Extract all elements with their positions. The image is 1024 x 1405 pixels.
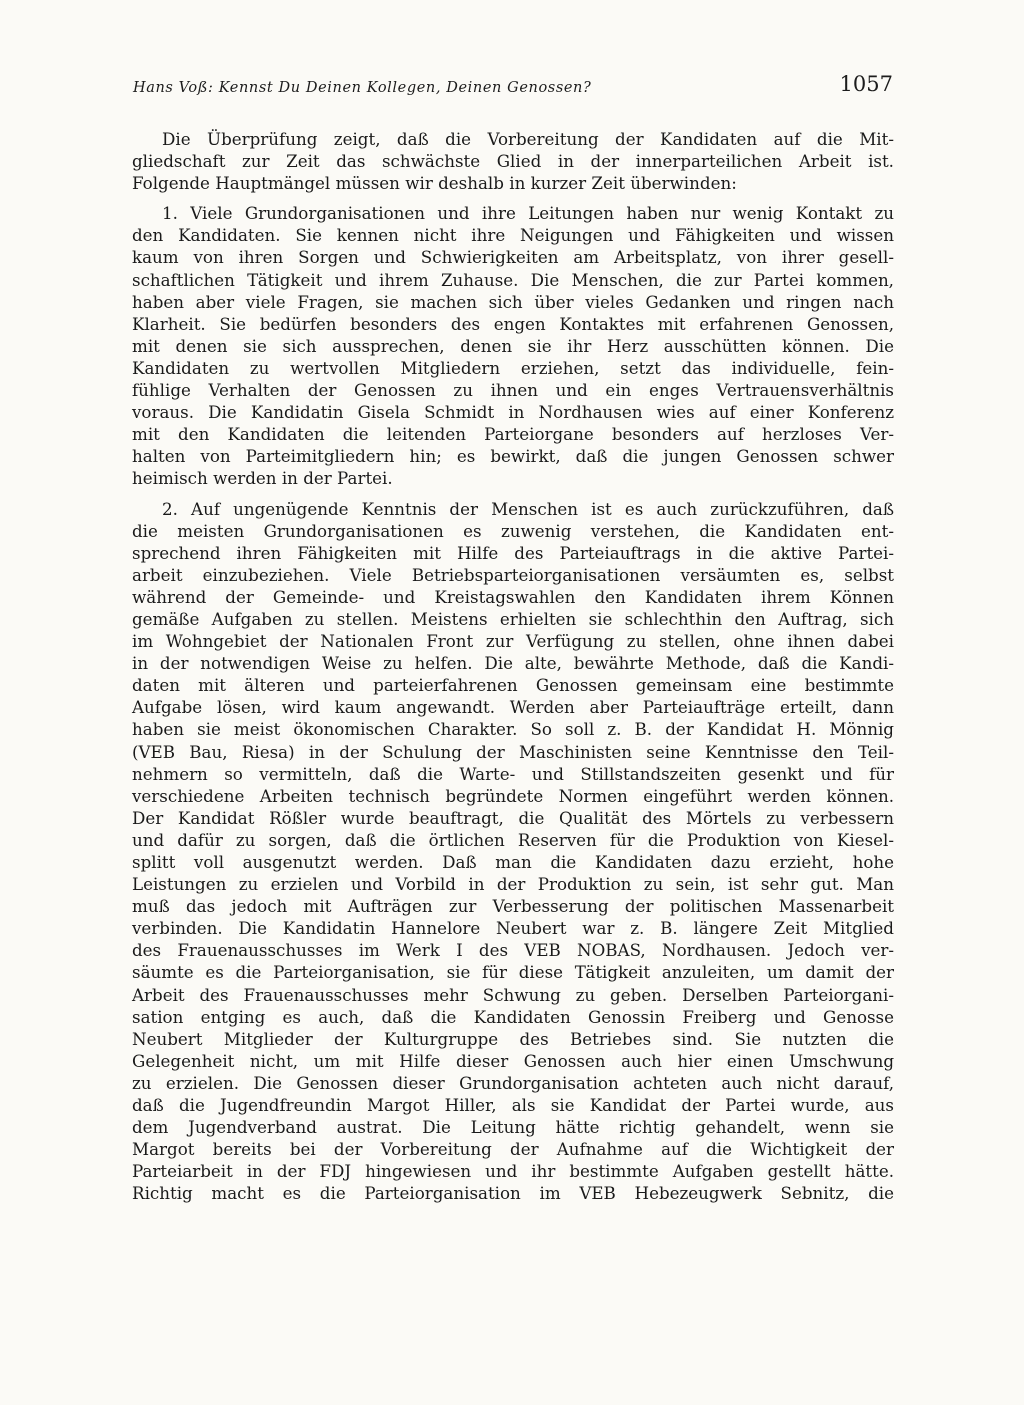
paragraph-point-1 <box>132 202 894 489</box>
text-line: voraus. Die Kandidatin Gisela Schmidt in Nordhausen wies auf einer Konferenz <box>132 402 894 423</box>
text-line: fühlige Verhalten der Genossen zu ihnen und ein enges Vertrauensverhältnis <box>132 380 894 401</box>
paragraph-point-2 <box>132 498 894 1205</box>
text-line: mit denen sie sich aussprechen, denen sie ihr Herz ausschütten können. Die <box>132 335 894 356</box>
text-line: sprechend ihren Fähigkeiten mit Hilfe des Parteiauftrags in die aktive Partei- <box>132 542 894 563</box>
article-body <box>132 128 894 1205</box>
page-number: 1057 <box>839 72 893 96</box>
text-line: daten mit älteren und parteierfahrenen Genossen gemeinsam eine bestimmte <box>132 675 894 696</box>
paragraph-intro <box>132 128 894 194</box>
text-line: gliedschaft zur Zeit das schwächste Glied in der innerparteilichen Arbeit ist. <box>132 151 894 172</box>
text-line: 2. Auf ungenügende Kenntnis der Menschen ist es auch zurückzuführen, daß <box>162 498 894 519</box>
text-line: sation entging es auch, daß die Kandidaten Genossin Freiberg und Genosse <box>132 1006 894 1027</box>
text-line: Kandidaten zu wertvollen Mitgliedern erziehen, setzt das individuelle, fein- <box>132 357 894 378</box>
text-line: Richtig macht es die Parteiorganisation im VEB Hebezeugwerk Sebnitz, die <box>132 1183 894 1204</box>
text-line: Parteiarbeit in der FDJ hingewiesen und ihr bestimmte Aufgaben gestellt hätte. <box>132 1161 894 1182</box>
text-line: Gelegenheit nicht, um mit Hilfe dieser Genossen auch hier einen Umschwung <box>132 1050 894 1071</box>
text-line: gemäße Aufgaben zu stellen. Meistens erhielten sie schlechthin den Auftrag, sich <box>132 608 894 629</box>
text-line: in der notwendigen Weise zu helfen. Die alte, bewährte Methode, daß die Kandi- <box>132 653 894 674</box>
text-line: arbeit einzubeziehen. Viele Betriebsparteiorganisationen versäumten es, selbst <box>132 564 894 585</box>
text-line: kaum von ihren Sorgen und Schwierigkeiten am Arbeitsplatz, von ihrer gesell- <box>132 247 894 268</box>
text-line: Klarheit. Sie bedürfen besonders des engen Kontaktes mit erfahrenen Genossen, <box>132 313 894 334</box>
text-line: den Kandidaten. Sie kennen nicht ihre Neigungen und Fähigkeiten und wissen <box>132 225 894 246</box>
text-line: splitt voll ausgenutzt werden. Daß man die Kandidaten dazu erzieht, hohe <box>132 852 894 872</box>
text-line: daß die Jugendfreundin Margot Hiller, als sie Kandidat der Partei wurde, aus <box>132 1095 894 1116</box>
text-line: Die Überprüfung zeigt, daß die Vorbereitung der Kandidaten auf die Mit- <box>162 129 894 149</box>
text-line: haben aber viele Fragen, sie machen sich über vieles Gedanken und ringen nach <box>132 291 894 312</box>
text-line: des Frauenausschusses im Werk I des VEB NOBAS, Nordhausen. Jedoch ver- <box>132 940 894 961</box>
text-line: Aufgabe lösen, wird kaum angewandt. Werden aber Parteiaufträge erteilt, dann <box>132 697 894 718</box>
text-line: zu erzielen. Die Genossen dieser Grundorganisation achteten auch nicht darauf, <box>132 1072 894 1093</box>
text-line: die meisten Grundorganisationen es zuwenig verstehen, die Kandidaten ent- <box>132 520 894 541</box>
text-line: Leistungen zu erzielen und Vorbild in der Produktion zu sein, ist sehr gut. Man <box>132 874 894 895</box>
text-line: dem Jugendverband austrat. Die Leitung hätte richtig gehandelt, wenn sie <box>132 1117 894 1138</box>
text-line: während der Gemeinde- und Kreistagswahlen den Kandidaten ihrem Können <box>132 586 894 607</box>
text-line: Margot bereits bei der Vorbereitung der Aufnahme auf die Wichtigkeit der <box>132 1139 894 1160</box>
text-line: Arbeit des Frauenausschusses mehr Schwung zu geben. Derselben Parteiorgani- <box>132 984 894 1005</box>
text-line: und dafür zu sorgen, daß die örtlichen Reserven für die Produktion von Kiesel- <box>132 829 894 850</box>
text-line: halten von Parteimitgliedern hin; es bewirkt, daß die jungen Genossen schwer <box>132 446 894 467</box>
text-line: verschiedene Arbeiten technisch begründete Normen eingeführt werden können. <box>132 785 894 806</box>
text-line: mit den Kandidaten die leitenden Parteiorgane besonders auf herzloses Ver- <box>132 424 894 445</box>
text-line: 1. Viele Grundorganisationen und ihre Leitungen haben nur wenig Kontakt zu <box>162 203 894 224</box>
text-line: nehmern so vermitteln, daß die Warte- und Stillstandszeiten gesenkt und für <box>132 763 894 784</box>
running-title: Hans Voß: Kennst Du Deinen Kollegen, Deinen Genossen? <box>133 80 592 96</box>
text-line: Folgende Hauptmängel müssen wir deshalb in kurzer Zeit überwinden: <box>132 173 737 194</box>
text-line: heimisch werden in der Partei. <box>132 468 393 489</box>
page-header <box>133 72 893 102</box>
text-line: schaftlichen Tätigkeit und ihrem Zuhause. Die Menschen, die zur Partei kommen, <box>132 269 894 290</box>
text-line: muß das jedoch mit Aufträgen zur Verbesserung der politischen Massenarbeit <box>132 896 894 917</box>
text-line: haben sie meist ökonomischen Charakter. So soll z. B. der Kandidat H. Mönnig <box>132 719 894 740</box>
text-line: verbinden. Die Kandidatin Hannelore Neubert war z. B. längere Zeit Mitglied <box>132 918 894 939</box>
text-line: Neubert Mitglieder der Kulturgruppe des Betriebes sind. Sie nutzten die <box>132 1028 894 1049</box>
text-line: (VEB Bau, Riesa) in der Schulung der Maschinisten seine Kenntnisse den Teil- <box>132 741 894 762</box>
text-line: säumte es die Parteiorganisation, sie für diese Tätigkeit anzuleiten, um damit der <box>132 962 894 983</box>
text-line: im Wohngebiet der Nationalen Front zur Verfügung zu stellen, ohne ihnen dabei <box>132 631 894 652</box>
text-line: Der Kandidat Rößler wurde beauftragt, die Qualität des Mörtels zu verbessern <box>132 807 894 828</box>
